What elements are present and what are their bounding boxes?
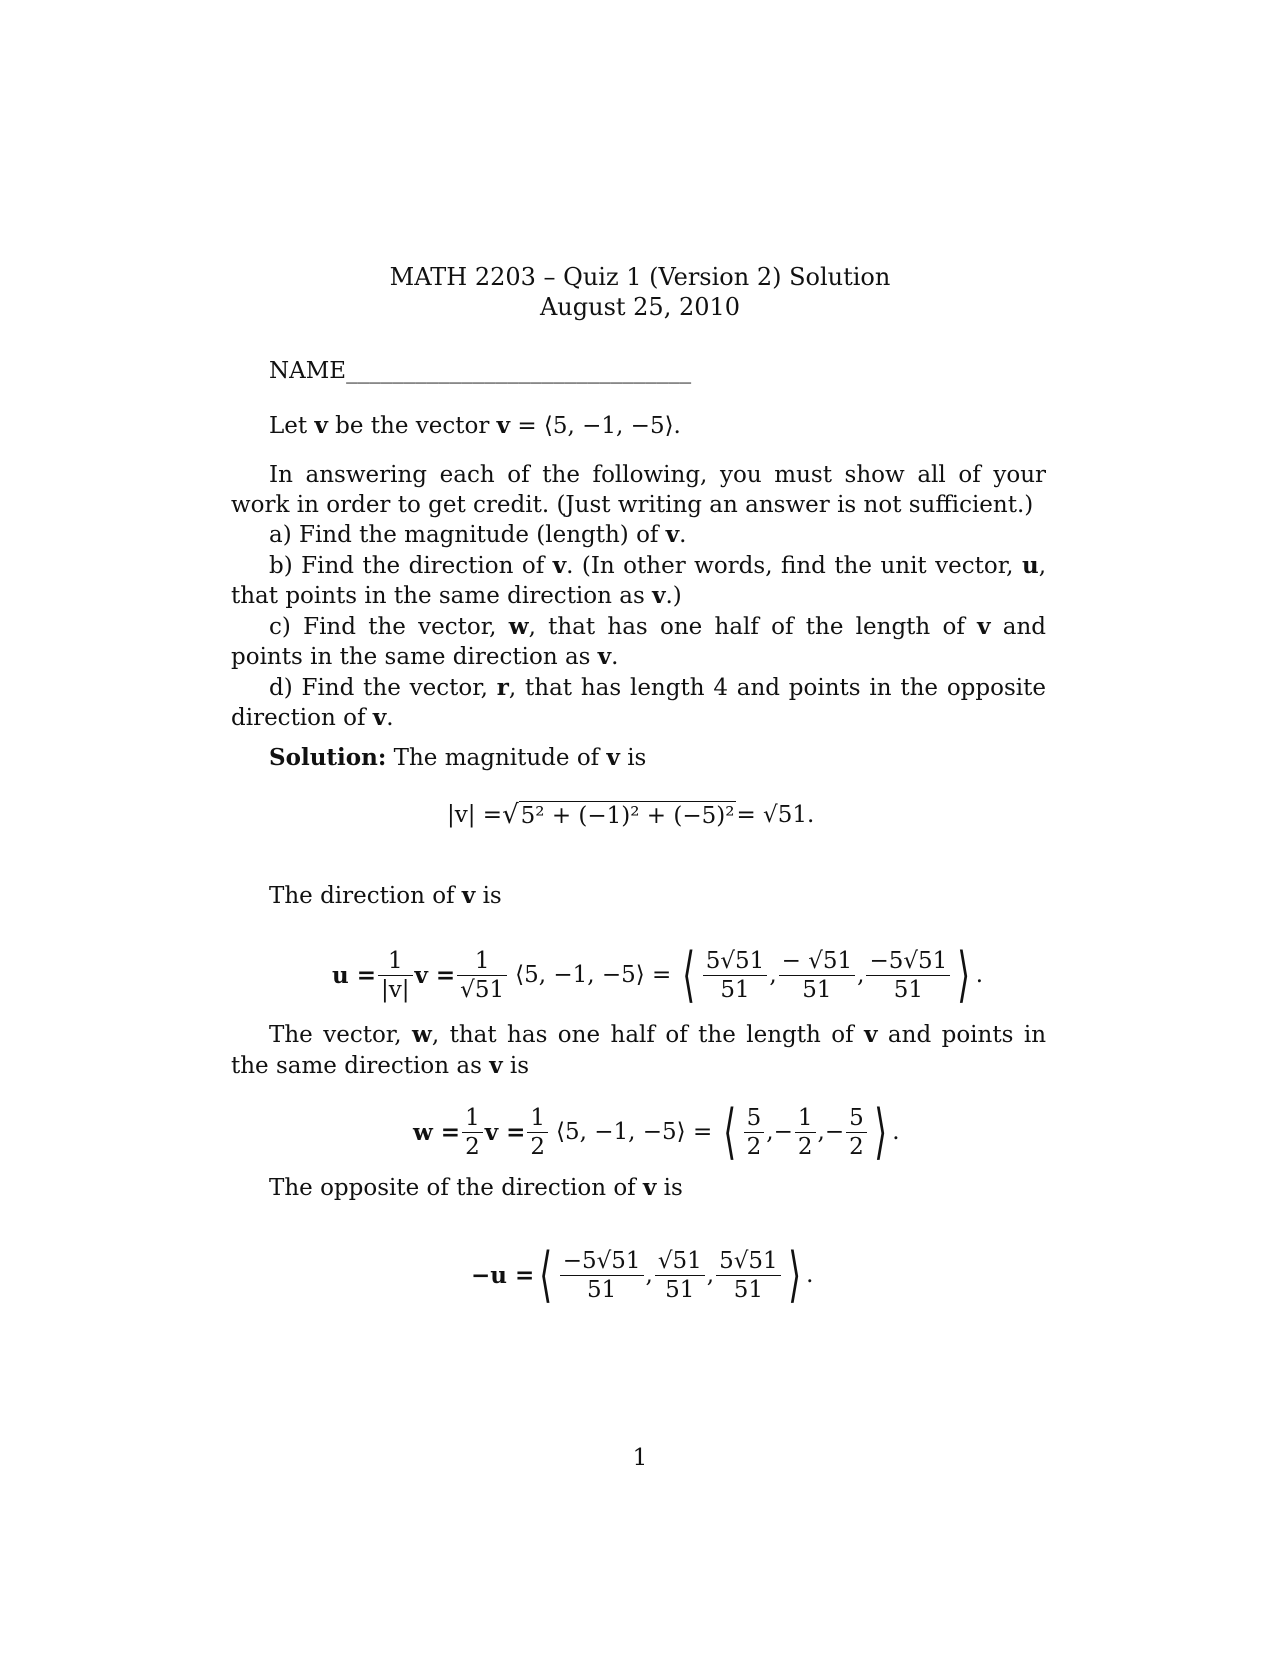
part-c: c) Find the vector, w, that has one half of the length of v and points in the same direction as v. (231, 612, 1047, 670)
part-a: a) Find the magnitude (length) of v. (269, 521, 687, 548)
w-intro: The vector, w, that has one half of the length of v and points in the same direction as v is (231, 1021, 1047, 1079)
intro-sentence (269, 411, 681, 441)
name-blank: ______________________________ (346, 358, 692, 384)
w-eq-lhs: w = (413, 1118, 461, 1146)
opposite-intro: The opposite of the direction of v is (269, 1174, 683, 1201)
eq1-rhs: = √51. (736, 802, 815, 828)
u-eq-lhs: u = (332, 961, 377, 989)
fraction: $\frac{-5√51}{51}$ (866, 947, 950, 1004)
w-eq-vector: ⟨5, −1, −5⟩ = (556, 1119, 713, 1145)
unit-vector-equation: u = $\frac{1}{|v|}$ v = $\frac{1}{√51}$ ⟨5, −1, −5⟩ = ⟨ $\frac{5√51}{51}$ , $\frac{- √51}{51}$ , $\frac{-5√51}{51}$ ⟩ . (332, 940, 984, 1010)
left-angle-bracket: ⟨ (539, 1240, 553, 1310)
half-vector-equation: w = $\frac{1}{2}$ v = $\frac{1}{2}$ ⟨5, −1, −5⟩ = ⟨ $\frac{5}{2}$ , − $\frac{1}{2}$ , − $\frac{5}{2}$ ⟩ . (413, 1097, 900, 1167)
fraction: $\frac{1}{|v|}$ (378, 947, 413, 1004)
fraction: $\frac{5}{2}$ (846, 1104, 867, 1161)
solution-intro: Solution: The magnitude of v is (269, 744, 647, 771)
symbol-v: v (314, 412, 328, 439)
part-b: b) Find the direction of v. (In other words, find the unit vector, u, that points in the same direction as v.) (231, 551, 1046, 609)
fraction: $\frac{- √51}{51}$ (779, 947, 856, 1004)
right-angle-bracket: ⟩ (787, 1240, 801, 1310)
name-line (269, 357, 691, 386)
eq1-radicand: 5² + (−1)² + (−5)² (520, 802, 735, 829)
fraction: $\frac{5√51}{51}$ (716, 1247, 781, 1304)
fraction: $\frac{1}{2}$ (795, 1104, 816, 1161)
right-angle-bracket: ⟩ (957, 940, 971, 1010)
page-title: MATH 2203 – Quiz 1 (Version 2) Solution (389, 263, 891, 291)
page-date: August 25, 2010 (539, 293, 741, 321)
left-angle-bracket: ⟨ (682, 940, 696, 1010)
fraction: $\frac{1}{√51}$ (457, 947, 507, 1004)
fraction: $\frac{1}{2}$ (462, 1104, 483, 1161)
fraction: $\frac{-5√51}{51}$ (560, 1247, 644, 1304)
instructions-text: In answering each of the following, you must show all of your work in order to get credit. (Just writing an answer is not sufficient.) (231, 462, 1046, 518)
right-angle-bracket: ⟩ (874, 1097, 887, 1167)
name-label: NAME (269, 358, 347, 384)
symbol-v: v (496, 412, 511, 439)
fraction: $\frac{5}{2}$ (744, 1104, 765, 1161)
magnitude-equation (447, 800, 814, 830)
w-eq-v: v = (484, 1118, 526, 1146)
neg-u-lhs: −u = (471, 1261, 535, 1289)
intro-prefix: Let (269, 413, 315, 439)
solution-label: Solution: (269, 744, 387, 771)
u-eq-v: v = (414, 961, 456, 989)
fraction: $\frac{1}{2}$ (527, 1104, 548, 1161)
part-d: d) Find the vector, r, that has length 4 and points in the opposite direction of v. (231, 673, 1046, 731)
direction-intro: The direction of v is (269, 882, 502, 909)
u-eq-vector: ⟨5, −1, −5⟩ = (515, 962, 672, 988)
page-number: 1 (632, 1445, 648, 1471)
opposite-vector-equation: −u = ⟨ $\frac{-5√51}{51}$ , $\frac{√51}{51}$ , $\frac{5√51}{51}$ ⟩ . (471, 1240, 814, 1310)
instructions-block (231, 461, 1046, 734)
fraction: $\frac{5√51}{51}$ (703, 947, 768, 1004)
eq1-lhs: |v| = (447, 802, 503, 828)
intro-middle: be the vector (327, 413, 497, 439)
left-angle-bracket: ⟨ (723, 1097, 737, 1167)
radical-sign: √ (502, 800, 519, 830)
fraction: $\frac{√51}{51}$ (655, 1247, 705, 1304)
intro-suffix: = ⟨5, −1, −5⟩. (510, 413, 681, 439)
